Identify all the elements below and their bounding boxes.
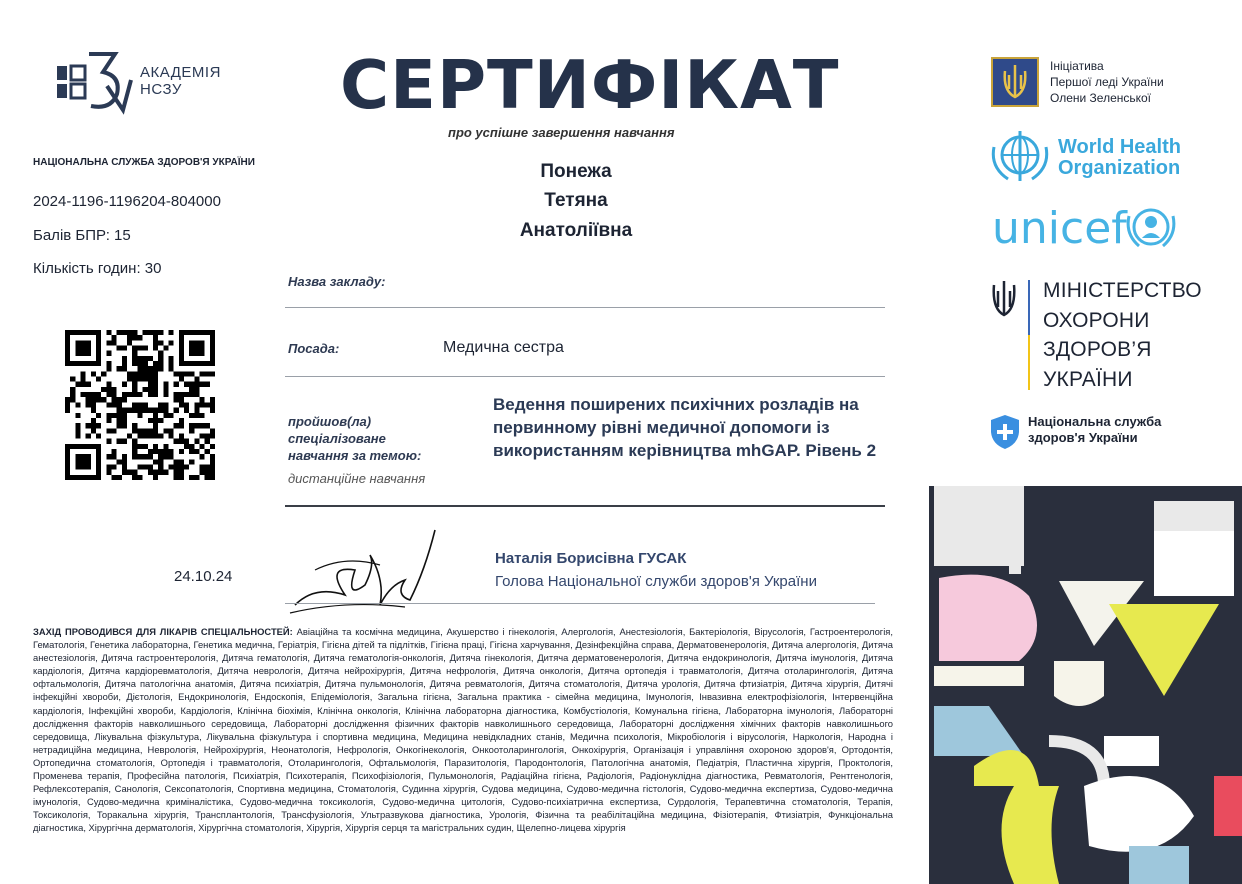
who-line1: World Health xyxy=(1058,136,1181,158)
certificate-number: 2024-1196-1196204-804000 xyxy=(33,193,221,210)
training-mode: дистанційне навчання xyxy=(288,471,426,486)
specialties-label: ЗАХІД ПРОВОДИВСЯ ДЛЯ ЛІКАРІВ СПЕЦІАЛЬНОСТЕЙ: xyxy=(33,626,293,637)
divider xyxy=(285,376,885,377)
trident-icon xyxy=(990,279,1018,321)
ministry-of-health-logo-text xyxy=(1043,276,1202,394)
flag-stripe xyxy=(1028,280,1030,390)
first-lady-emblem xyxy=(991,57,1039,107)
signer-name: Наталія Борисівна ГУСАК xyxy=(495,550,687,567)
issuer-name: НАЦІОНАЛЬНА СЛУЖБА ЗДОРОВ'Я УКРАЇНИ xyxy=(33,157,255,168)
qr-code xyxy=(65,330,215,480)
nhsu-line2: здоров'я України xyxy=(1028,430,1138,445)
who-emblem-icon xyxy=(988,127,1052,183)
first-lady-line1: Ініціатива xyxy=(1050,59,1104,73)
specialties-text: Авіаційна та космічна медицина, Акушерство і гінекологія, Алергологія, Анестезіологія, Бактеріологія, Вірусологія, Гастроентерологія, Гематологія, Генетика лабораторна, Генетика медична, Геріатрія, Гігієна дітей та підлітків, Гігієна праці, Гігієна харчування, Дезінфекційна справа, Дерматовенерологія, Дитяча алергологія, Дитяча анестезіологія, Дитяча гастроентерологія, Дитяча гематологія, Дитяча гематологія-онкологія, Дитяча гінекологія, Дитяча дерматовенерологія, Дитяча ендокринологія, Дитяча імунологія, Дитяча кардіологія, Дитяча кардіоревматологія, Дитяча неврологія, Дитяча нейрохірургія, Дитяча нефрологія, Дитяча онкологія, Дитяча ортопедія і травматологія, Дитяча отоларингологія, Дитяча офтальмологія, Дитяча патологічна анатомія, Дитяча психіатрія, Дитяча пульмонологія, Дитяча ревматологія, Дитяча стоматологія, Дитяча урологія, Дитяча фтизіатрія, Дитяча хірургія, Дитячі інфекційні хвороби, Дієтологія, Ендокринологія, Ендоскопія, Епідеміологія, Загальна гігієна, Загальна практика - сімейна медицина, Імунологія, Інвазивна електрофізіологія, Інтервенційна кардіологія, Інфекційні хвороби, Кардіологія, Клінічна біохімія, Клінічна онкологія, Клінічна лабораторна діагностика, Комбустіологія, Комунальна гігієна, Лабораторна імунологія, Лабораторні дослідження факторів навколишнього середовища, Лабораторні дослідження фізичних факторів навколишнього середовища, Лабораторні дослідження хімічних факторів навколишнього середовища, Лікувальна фізкультура, Лікувальна фізкультура і спортивна медицина, Медицина невідкладних станів, Медична психологія, Мікробіологія і вірусологія, Наркологія, Народна і нетрадиційна медицина, Неврологія, Нейрохірургія, Неонатологія, Нефрологія, Онкогінекологія, Онкоотоларингологія, Онкохірургія, Організація і управління охороною здоров'я, Ортодонтія, Ортопедична стоматологія, Ортопедія і травматологія, Отоларингологія, Офтальмологія, Паразитологія, Пародонтологія, Патологічна анатомія, Педіатрія, Пластична хірургія, Проктологія, Променева терапія, Професійна патологія, Психіатрія, Психотерапія, Психофізіологія, Пульмонологія, Радіаційна гігієна, Радіологія, Радіонуклідна діагностика, Ревматологія, Рентгенологія, Рефлексотерапія, Санологія, Сексопатологія, Спортивна медицина, Стоматологія, Судинна хірургія, Судова медицина, Судово-медична гістологія, Судово-медична експертиза, Судово-медична імунологія, Судово-медична криміналістика, Судово-медична токсикологія, Судово-медична цитологія, Судово-психіатрична експертиза, Сурдологія, Терапевтична стоматологія, Терапія, Токсикологія, Торакальна хірургія, Трансплантологія, Трансфузіологія, Ультразвукова діагностика, Урологія, Фізична та реабілітаційна медицина, Фізіотерапія, Фтизіатрія, Функціональна діагностика, Хірургічна дерматологія, Хірургічна стоматологія, Хірургія, Хірургія серця та магістральних судин, Щелепно-лицева хірургія xyxy=(33,626,893,834)
training-topic: Ведення поширених психічних розладів на первинному рівні медичної допомоги із використанням керівництва mhGAP. Рівень 2 xyxy=(493,395,877,460)
signature xyxy=(285,525,445,620)
moh-line1: МІНІСТЕРСТВО xyxy=(1043,279,1202,302)
certificate-subtitle: про успішне завершення навчання xyxy=(448,125,675,140)
unicef-logo-text: unicef xyxy=(992,203,1127,254)
first-lady-line3: Олени Зеленської xyxy=(1050,91,1152,105)
cpd-points: Балів БПР: 15 xyxy=(33,227,131,244)
position-value: Медична сестра xyxy=(443,339,564,356)
first-lady-initiative xyxy=(1050,58,1164,106)
recipient-patronymic: Анатоліївна xyxy=(519,220,633,241)
position-label: Посада: xyxy=(288,341,340,356)
nhsu-shield-icon xyxy=(990,414,1020,450)
recipient-surname: Понежа xyxy=(540,161,612,182)
specialties-list xyxy=(33,625,893,835)
recipient-first-name: Тетяна xyxy=(544,190,608,211)
hours-count: Кількість годин: 30 xyxy=(33,260,162,277)
academy-logo-text xyxy=(140,64,221,98)
divider xyxy=(285,603,875,604)
academy-logo-line1: АКАДЕМІЯ xyxy=(140,64,221,81)
nhsu-line1: Національна служба xyxy=(1028,414,1162,429)
moh-line3: ЗДОРОВ’Я xyxy=(1043,338,1152,361)
topic-label-line2: спеціалізоване xyxy=(288,431,386,446)
topic-label-line1: пройшов(ла) xyxy=(288,414,372,429)
issue-date: 24.10.24 xyxy=(174,568,233,585)
unicef-emblem-icon xyxy=(1125,204,1177,250)
divider xyxy=(285,307,885,308)
moh-line2: ОХОРОНИ xyxy=(1043,308,1150,332)
nhsu-logo-text xyxy=(1028,414,1161,446)
moh-line4: УКРАЇНИ xyxy=(1043,367,1133,391)
who-logo-text xyxy=(1058,137,1181,179)
academy-logo-line2: НСЗУ xyxy=(140,81,182,98)
certificate-title: СЕРТИФІКАТ xyxy=(340,46,840,124)
decorative-art-panel xyxy=(929,486,1242,884)
divider xyxy=(285,505,885,507)
institution-label: Назва закладу: xyxy=(288,274,386,289)
first-lady-line2: Першої леді України xyxy=(1050,75,1164,89)
who-line2: Organization xyxy=(1058,157,1181,179)
signer-title: Голова Національної служби здоров'я України xyxy=(495,573,817,590)
topic-label xyxy=(288,413,421,464)
topic-label-line3: навчання за темою: xyxy=(288,448,422,463)
